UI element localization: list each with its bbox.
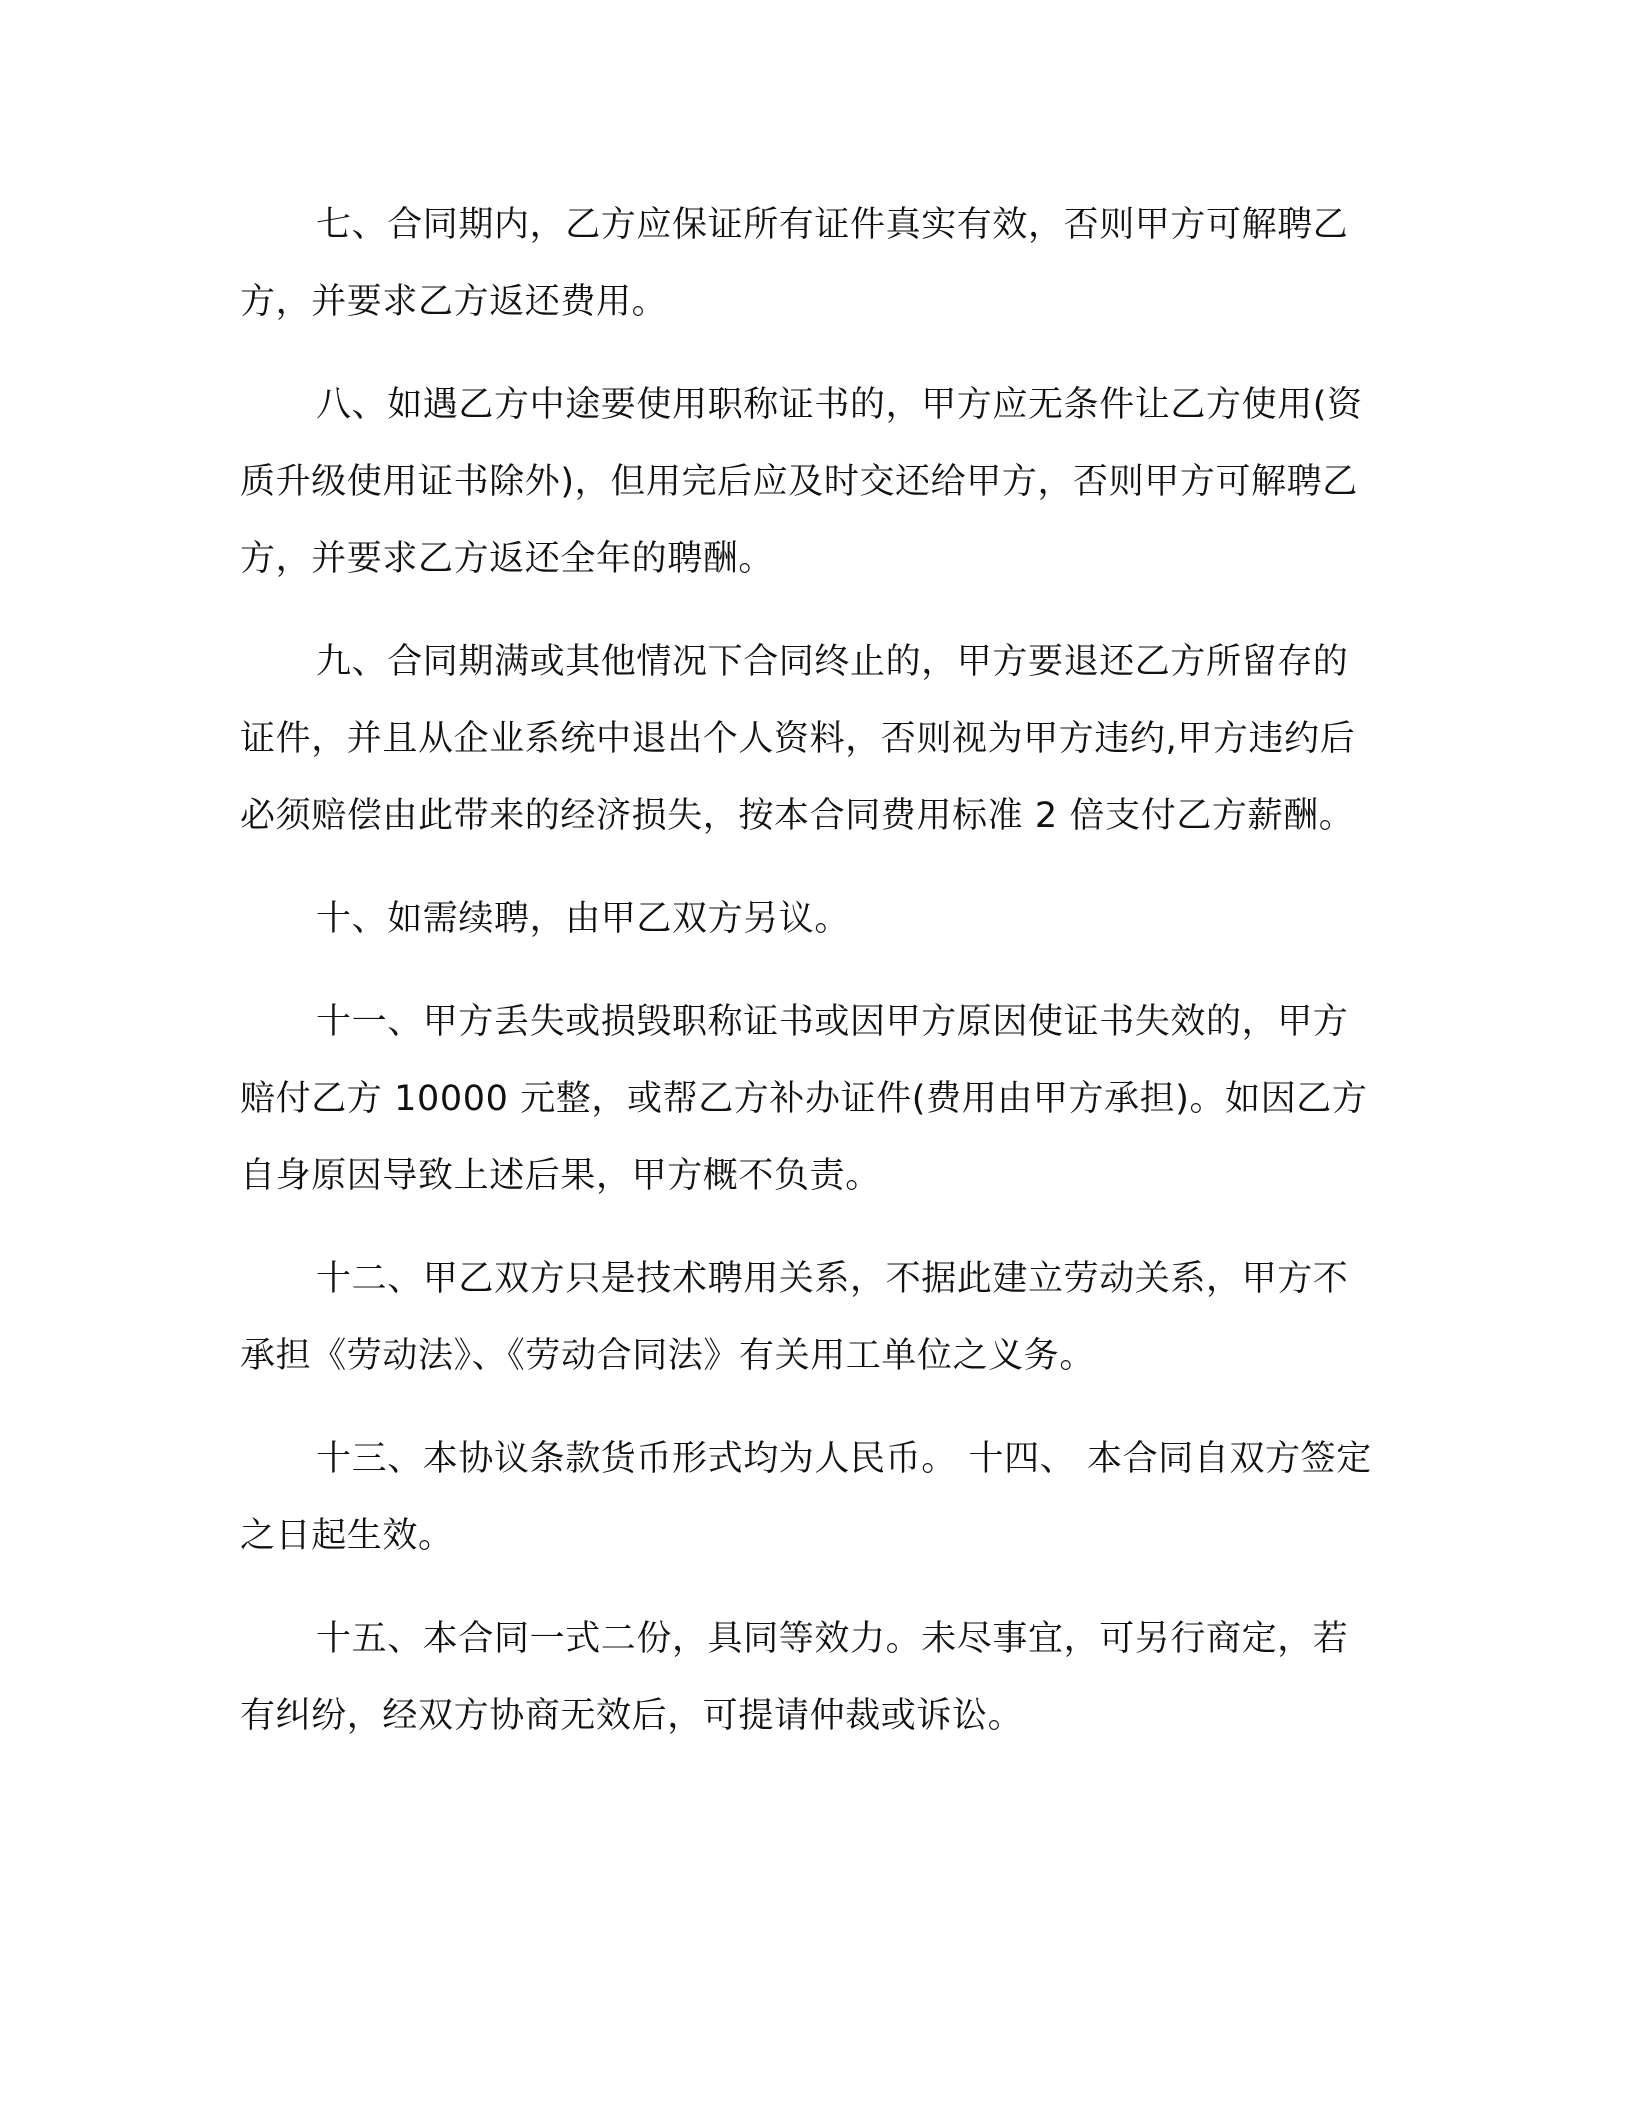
- clause-13-14: 十三、本协议条款货币形式均为人民币。 十四、 本合同自双方签定之日起生效。: [240, 1439, 1372, 1556]
- clause-12: 十二、甲乙双方只是技术聘用关系，不据此建立劳动关系，甲方不承担《劳动法》、《劳动合同法》有关用工单位之义务。: [240, 1259, 1349, 1376]
- clause-7: 七、合同期内，乙方应保证所有证件真实有效，否则甲方可解聘乙方，并要求乙方返还费用。: [240, 205, 1349, 322]
- clause-8: 八、如遇乙方中途要使用职称证书的，甲方应无条件让乙方使用(资质升级使用证书除外)，但用完后应及时交还给甲方，否则甲方可解聘乙方，并要求乙方返还全年的聘酬。: [240, 385, 1363, 579]
- contract-body: [240, 187, 1380, 1781]
- clause-9: 九、合同期满或其他情况下合同终止的，甲方要退还乙方所留存的证件，并且从企业系统中退出个人资料，否则视为甲方违约,甲方违约后必须赔偿由此带来的经济损失，按本合同费用标准 2 倍支付乙方薪酬。: [240, 642, 1356, 836]
- clause-10: 十、如需续聘，由甲乙双方另议。: [316, 899, 851, 939]
- clause-15: 十五、本合同一式二份，具同等效力。未尽事宜，可另行商定，若有纠纷，经双方协商无效后，可提请仲裁或诉讼。: [240, 1619, 1349, 1736]
- clause-11: 十一、甲方丢失或损毁职称证书或因甲方原因使证书失效的，甲方赔付乙方 10000 元整，或帮乙方补办证件(费用由甲方承担)。如因乙方自身原因导致上述后果，甲方概不负责。: [240, 1002, 1368, 1196]
